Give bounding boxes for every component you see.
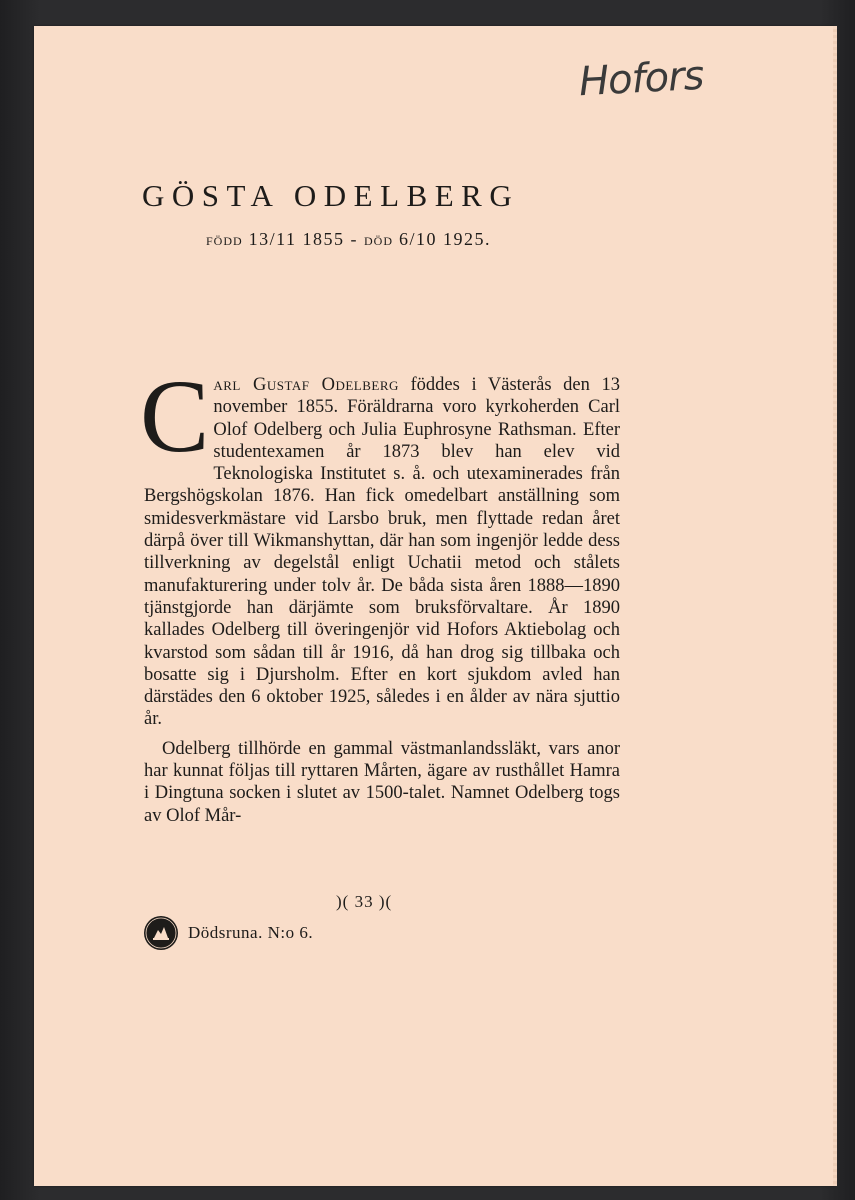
footer: [144, 916, 313, 950]
paragraph-1-text: föddes i Västerås den 13 november 1855. Föräldrarna voro kyrkoherden Carl Olof Odelberg och Julia Euphrosyne Rathsman. Efter studentexamen år 1873 blev han elev vid Teknologiska Institutet s. å. och utexaminerades från Bergshögskolan 1876. Han fick omedelbart anställning som smidesverkmästare vid Larsbo bruk, men flyttade redan året därpå över till Wikmanshyttan, där han som ingenjör ledde dess tillverkning av degelstål enligt Uchatii metod och stålets manufakturering under tolv år. De båda sista åren 1888—1890 tjänstgjorde han därjämte som bruksförvaltare. År 1890 kallades Odelberg till överingenjör vid Hofors Aktiebolag och kvarstod som sådan till år 1916, då han drog sig tillbaka och bosatte sig i Djursholm. Efter en kort sjukdom avled han därstädes den 6 oktober 1925, således i en ålder av nära sjuttio år.: [144, 375, 620, 730]
publisher-emblem-icon: [144, 916, 178, 950]
paragraph-1: [140, 359, 620, 731]
died-date: 6/10 1925.: [399, 229, 492, 249]
lead-small-caps: arl Gustaf Odelberg: [213, 375, 399, 395]
drop-cap: C: [140, 359, 210, 474]
born-label: FÖDD: [206, 234, 243, 248]
page-number: )( 33 )(: [336, 892, 393, 911]
paper-deckled-edge: [833, 26, 837, 1186]
life-dates: [206, 229, 491, 250]
document-page: [34, 26, 834, 1186]
paragraph-2: Odelberg tillhörde en gammal västmanlandssläkt, vars anor har kunnat följas till ryttaren Mårten, ägare av rusthållet Hamra i Dingtuna socken i slutet av 1500-talet. Namnet Odelberg togs av Olof Mår-: [144, 738, 620, 826]
footer-series-label: Dödsruna. N:o 6.: [188, 923, 314, 942]
died-label: DÖD: [364, 234, 394, 248]
handwritten-note: Hofors: [577, 52, 705, 106]
date-separator: -: [350, 229, 359, 249]
obituary-body: [140, 359, 620, 827]
born-date: 13/11 1855: [248, 229, 345, 249]
page-title: GÖSTA ODELBERG: [142, 178, 520, 213]
